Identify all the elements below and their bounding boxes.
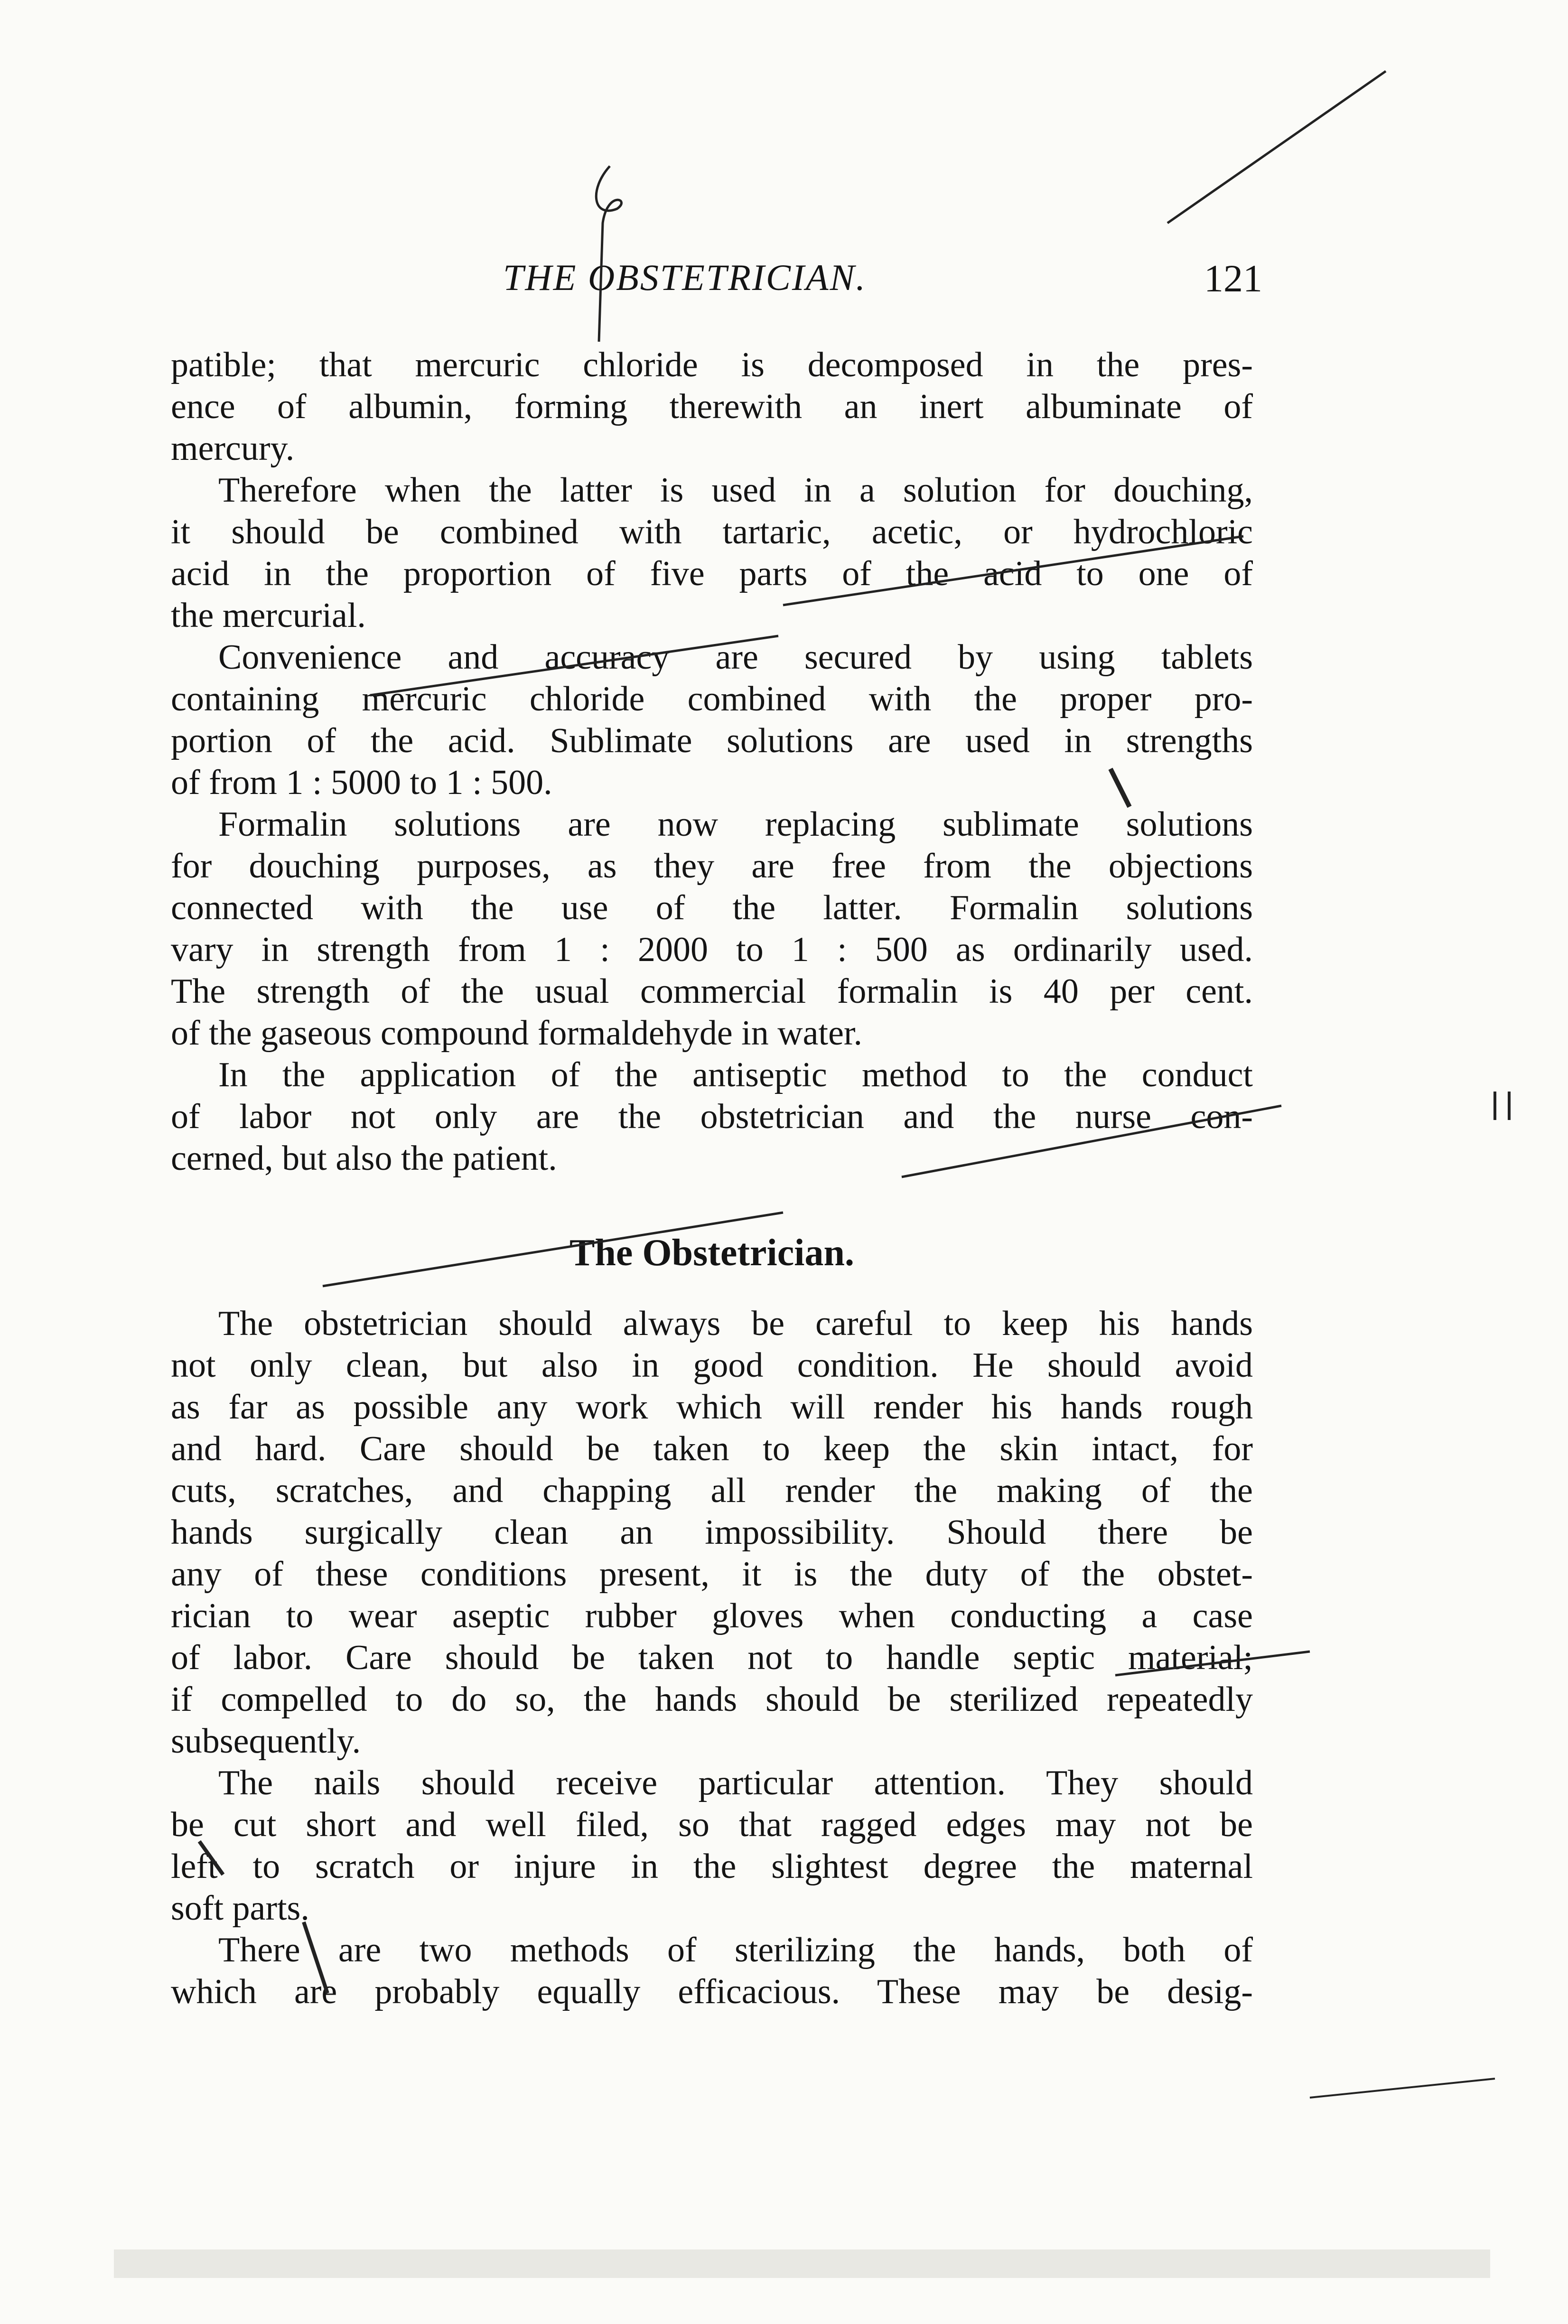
text-line: mercury. bbox=[171, 429, 295, 468]
text-line: be cut short and well filed, so that ragged edges may not be bbox=[171, 1805, 1253, 1844]
text-line: patible; that mercuric chloride is decomposed in the pres- bbox=[171, 345, 1253, 384]
text-line: containing mercuric chloride combined with the proper pro- bbox=[171, 680, 1253, 719]
text-line: subsequently. bbox=[171, 1722, 361, 1761]
text-line: soft parts. bbox=[171, 1889, 309, 1928]
text-line: of from 1 : 5000 to 1 : 500. bbox=[171, 763, 552, 802]
text-line: Therefore when the latter is used in a solution for douching, bbox=[218, 471, 1253, 510]
text-line: any of these conditions present, it is the duty of the obstet- bbox=[171, 1555, 1253, 1594]
text-line: as far as possible any work which will render his hands rough bbox=[171, 1388, 1253, 1427]
text-line: portion of the acid. Sublimate solutions are used in strengths bbox=[171, 721, 1253, 760]
pen-stroke-mark bbox=[1310, 2079, 1495, 2098]
page-header bbox=[171, 256, 1262, 308]
text-line: ence of albumin, forming therewith an inert albuminate of bbox=[171, 387, 1253, 426]
text-line: rician to wear aseptic rubber gloves when conducting a case bbox=[171, 1596, 1253, 1635]
text-line: The obstetrician should always be careful to keep his hands bbox=[218, 1304, 1253, 1343]
running-title: THE OBSTETRICIAN. bbox=[503, 257, 867, 298]
text-line: cerned, but also the patient. bbox=[171, 1139, 557, 1178]
text-line: Convenience and accuracy are secured by using tablets bbox=[218, 638, 1253, 677]
text-line: not only clean, but also in good condition. He should avoid bbox=[171, 1346, 1253, 1385]
text-line: it should be combined with tartaric, acetic, or hydrochloric bbox=[171, 513, 1253, 551]
text-line: for douching purposes, as they are free from the objections bbox=[171, 847, 1253, 886]
text-line: hands surgically clean an impossibility. Should there be bbox=[171, 1513, 1253, 1552]
text-line: of the gaseous compound formaldehyde in water. bbox=[171, 1014, 862, 1053]
margin-mark bbox=[1495, 1092, 1509, 1120]
text-line: Formalin solutions are now replacing sublimate solutions bbox=[218, 805, 1253, 844]
body-text bbox=[171, 344, 1253, 2013]
scan-noise bbox=[114, 2249, 1490, 2278]
text-line: The strength of the usual commercial formalin is 40 per cent. bbox=[171, 972, 1253, 1011]
section-heading: The Obstetrician. bbox=[569, 1232, 854, 1274]
text-line: The nails should receive particular attention. They should bbox=[218, 1764, 1253, 1802]
text-line: cuts, scratches, and chapping all render the making of the bbox=[171, 1471, 1253, 1510]
text-line: vary in strength from 1 : 2000 to 1 : 500 as ordinarily used. bbox=[171, 930, 1253, 969]
text-line: In the application of the antiseptic method to the conduct bbox=[218, 1055, 1253, 1094]
text-line: of labor. Care should be taken not to handle septic material; bbox=[171, 1638, 1253, 1677]
text-line: and hard. Care should be taken to keep the skin intact, for bbox=[171, 1429, 1253, 1468]
text-line: There are two methods of sterilizing the hands, both of bbox=[218, 1931, 1253, 1969]
text-line: left to scratch or injure in the slightest degree the maternal bbox=[171, 1847, 1253, 1886]
text-line: the mercurial. bbox=[171, 596, 366, 635]
text-line: which are probably equally efficacious. These may be desig- bbox=[171, 1972, 1253, 2011]
text-line: of labor not only are the obstetrician and the nurse con- bbox=[171, 1097, 1253, 1136]
text-line: connected with the use of the latter. Formalin solutions bbox=[171, 888, 1253, 927]
pen-loop-mark bbox=[596, 166, 621, 342]
page-number: 121 bbox=[1204, 257, 1262, 300]
text-line: acid in the proportion of five parts of the acid to one of bbox=[171, 554, 1253, 593]
text-line: if compelled to do so, the hands should be sterilized repeatedly bbox=[171, 1680, 1253, 1719]
pen-stroke-mark bbox=[1167, 71, 1386, 223]
